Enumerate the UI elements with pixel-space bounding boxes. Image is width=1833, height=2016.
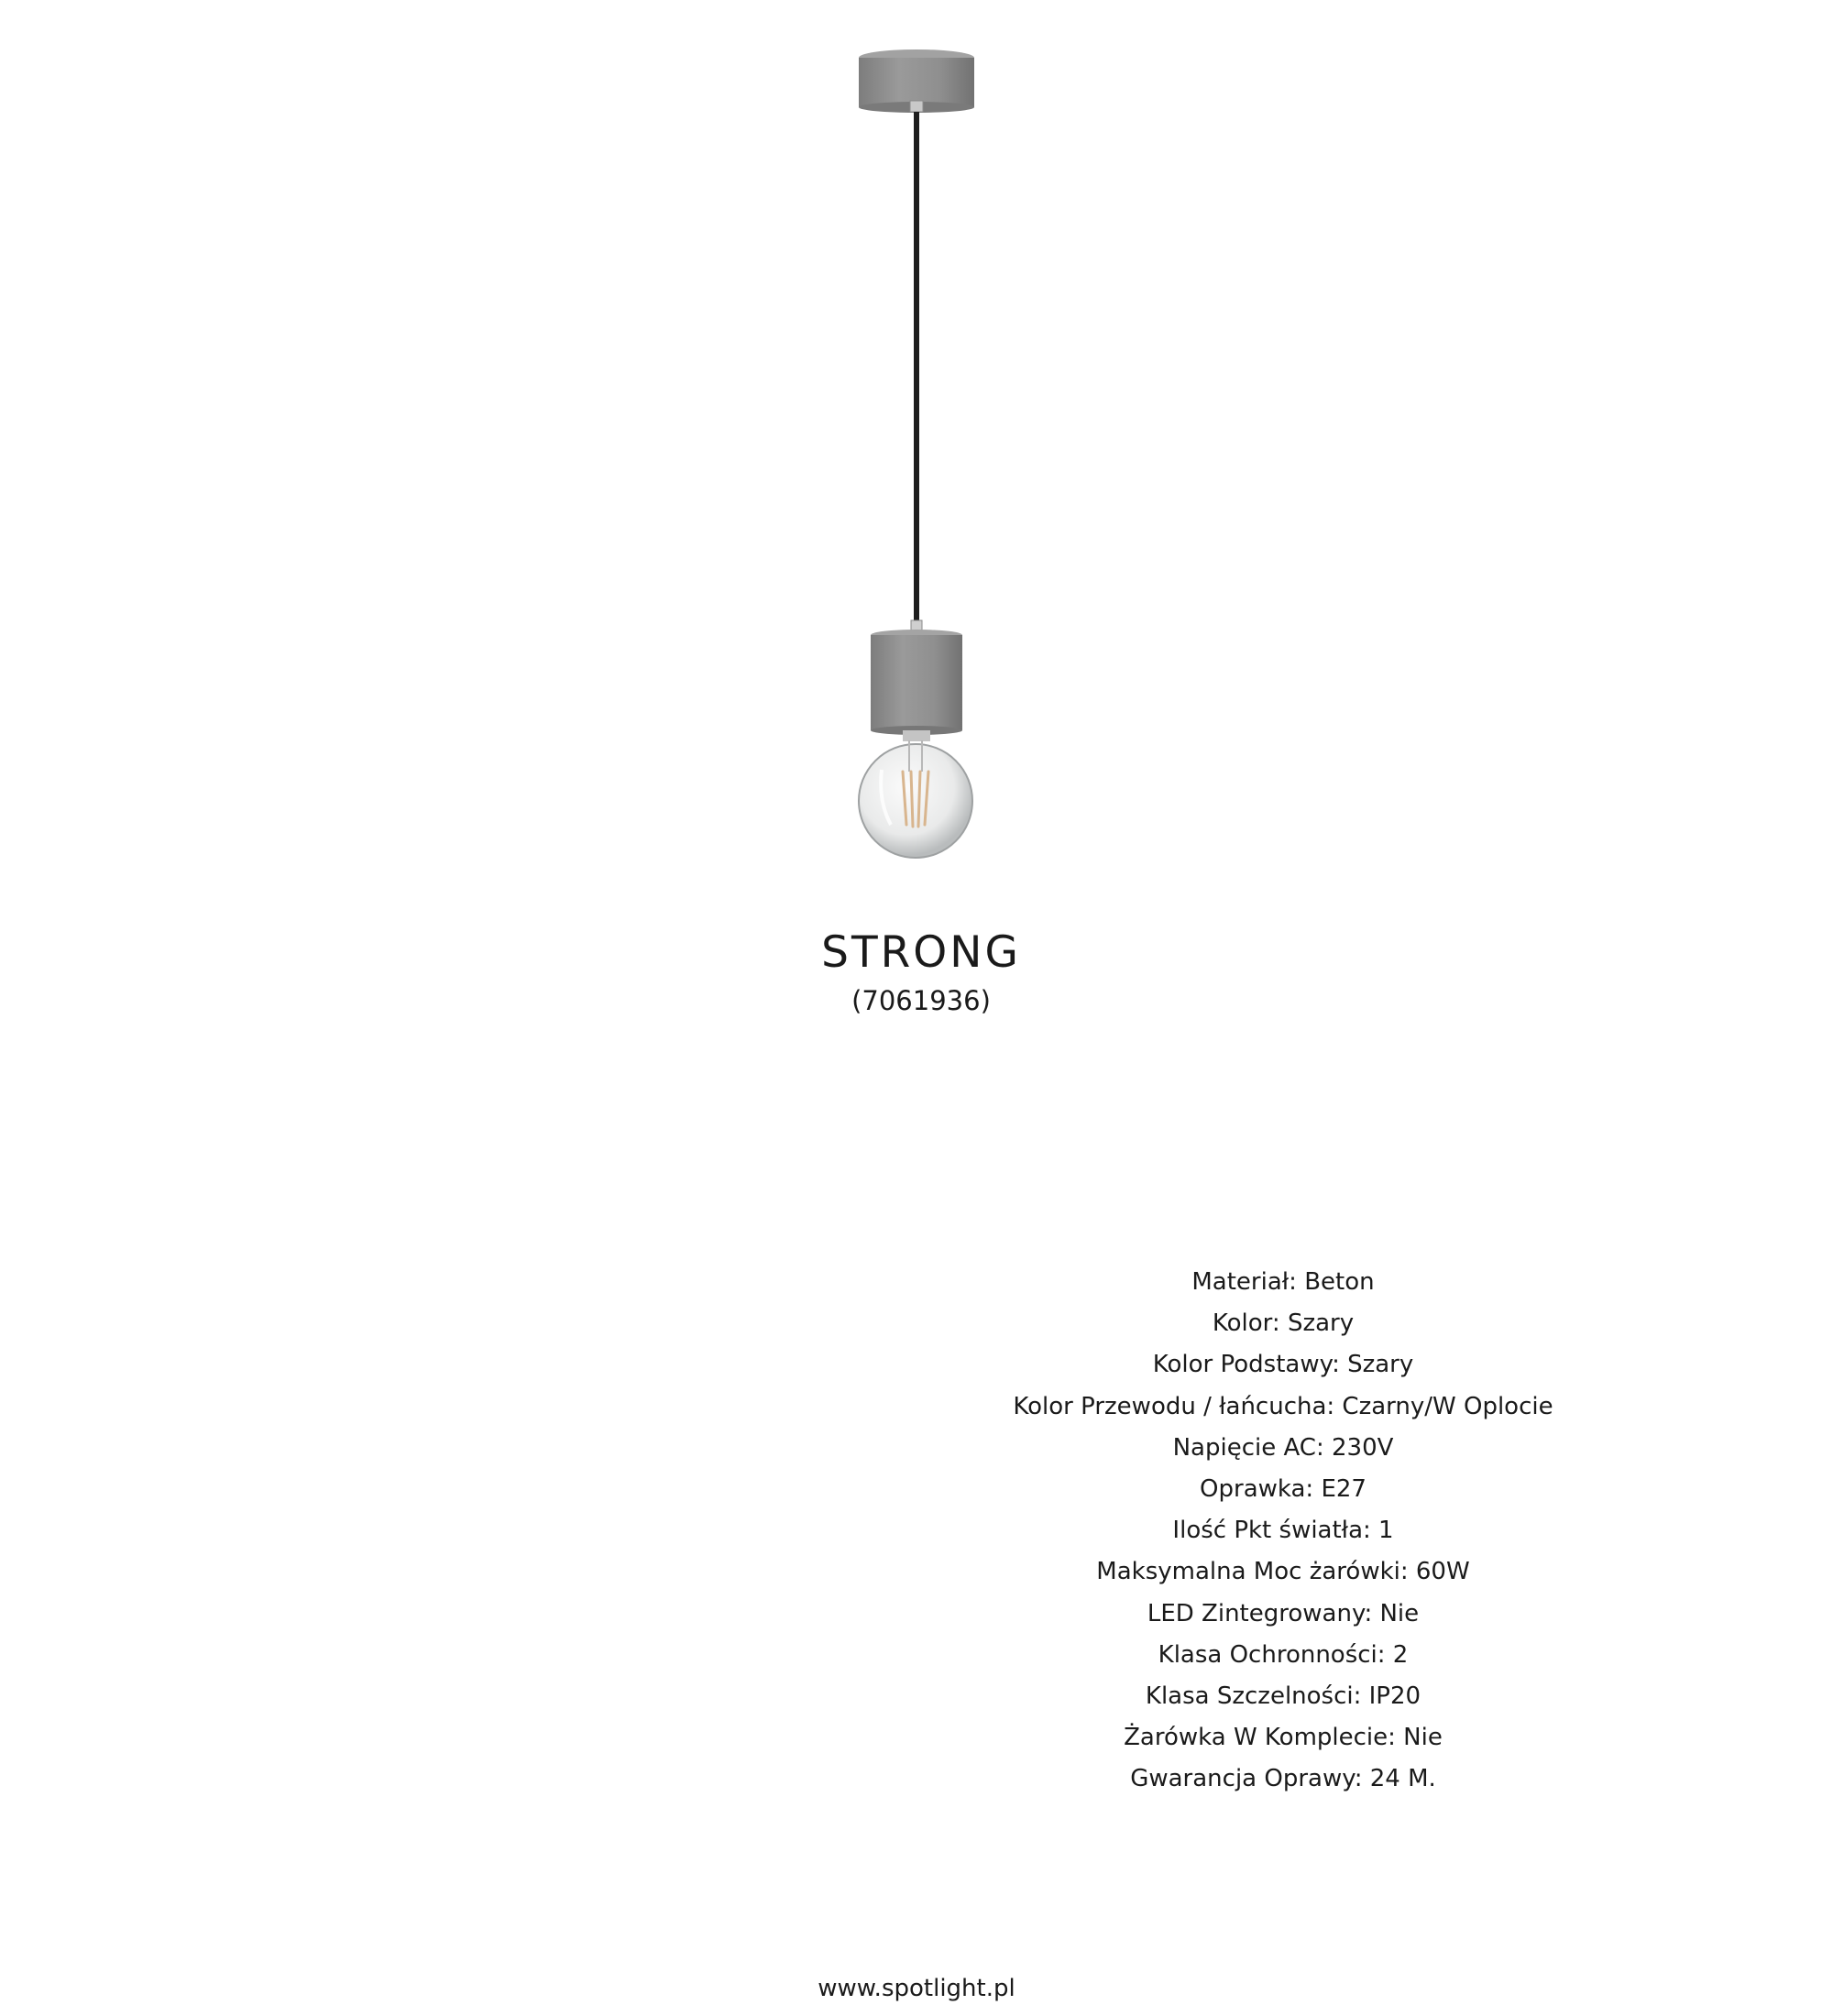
spec-light-points: Ilość Pkt światła: 1 [1172,1517,1394,1545]
spec-voltage: Napięcie AC: 230V [1172,1433,1394,1462]
spec-color: Kolor: Szary [1212,1309,1355,1338]
spec-ip-rating: Klasa Szczelności: IP20 [1145,1682,1421,1711]
spec-material: Materiał: Beton [1191,1268,1375,1296]
spec-warranty: Gwarancja Oprawy: 24 M. [1130,1765,1436,1793]
ceiling-canopy [859,49,974,113]
spec-cable-color: Kolor Przewodu / łańcucha: Czarny/W Oplocie [1013,1392,1553,1420]
spec-integrated-led: LED Zintegrowany: Nie [1147,1599,1420,1627]
light-bulb [859,740,972,858]
website-link[interactable]: www.spotlight.pl [818,1975,1015,2002]
product-code: (7061936) [851,985,991,1016]
pendant-lamp-image [0,0,1833,880]
spec-protection-class: Klasa Ochronności: 2 [1158,1640,1409,1669]
spec-base-color: Kolor Podstawy: Szary [1152,1351,1414,1379]
spec-bulb-included: Żarówka W Komplecie: Nie [1124,1724,1443,1752]
spec-socket: Oprawka: E27 [1200,1475,1367,1504]
product-name: STRONG [821,927,1021,978]
spec-max-power: Maksymalna Moc żarówki: 60W [1096,1558,1470,1586]
cable [914,112,919,622]
concrete-lamp-holder [871,620,962,741]
specifications-list [916,1262,1650,1801]
